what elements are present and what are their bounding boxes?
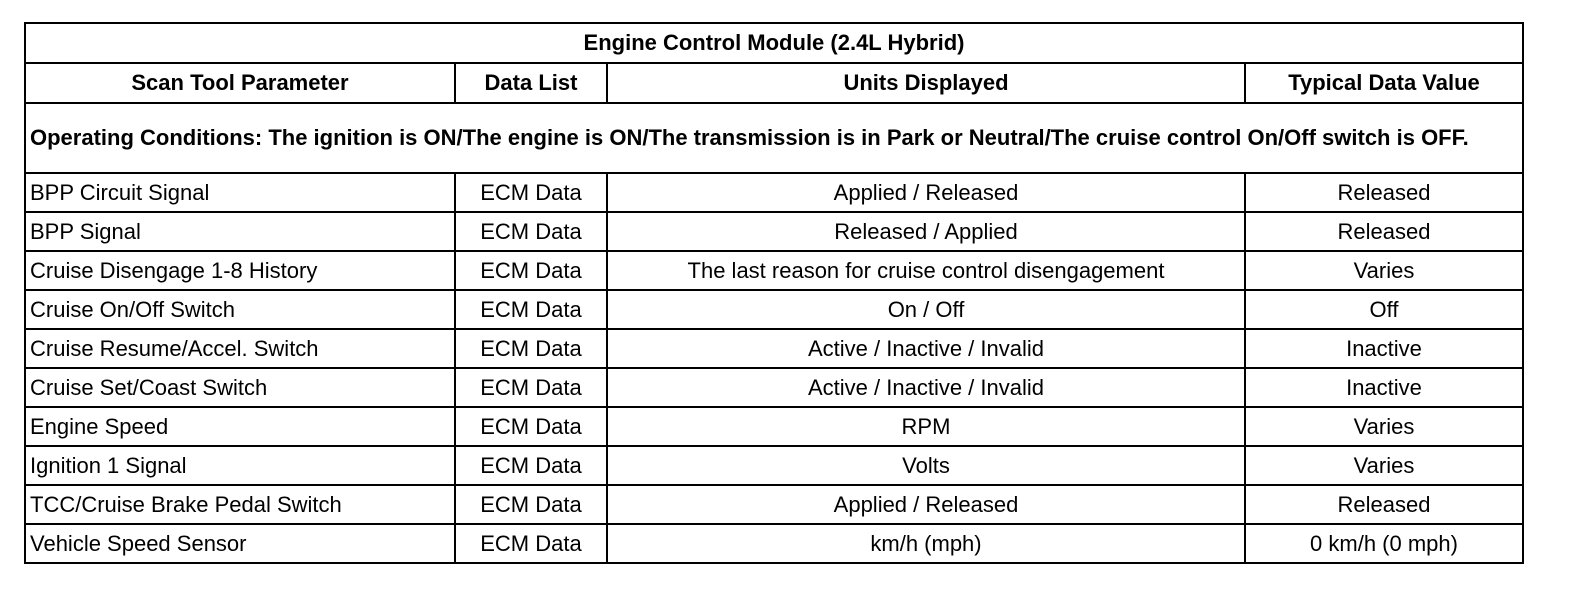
cell-typical-value: Varies [1245, 446, 1523, 485]
cell-parameter: Cruise On/Off Switch [25, 290, 455, 329]
table-title: Engine Control Module (2.4L Hybrid) [25, 23, 1523, 63]
cell-data-list: ECM Data [455, 251, 607, 290]
cell-units: The last reason for cruise control disengagement [607, 251, 1245, 290]
cell-parameter: BPP Circuit Signal [25, 173, 455, 212]
cell-parameter: Engine Speed [25, 407, 455, 446]
table-row [25, 290, 1523, 329]
cell-data-list: ECM Data [455, 407, 607, 446]
table-row [25, 524, 1523, 563]
table-row [25, 368, 1523, 407]
cell-typical-value: Inactive [1245, 329, 1523, 368]
cell-data-list: ECM Data [455, 290, 607, 329]
header-units-displayed: Units Displayed [607, 63, 1245, 103]
cell-data-list: ECM Data [455, 446, 607, 485]
cell-typical-value: Inactive [1245, 368, 1523, 407]
cell-units: Volts [607, 446, 1245, 485]
table-row [25, 212, 1523, 251]
cell-data-list: ECM Data [455, 485, 607, 524]
cell-units: Active / Inactive / Invalid [607, 368, 1245, 407]
table-row [25, 329, 1523, 368]
cell-units: Released / Applied [607, 212, 1245, 251]
table-row [25, 446, 1523, 485]
title-row [25, 23, 1523, 63]
table-row [25, 485, 1523, 524]
cell-typical-value: 0 km/h (0 mph) [1245, 524, 1523, 563]
cell-units: On / Off [607, 290, 1245, 329]
table-row [25, 251, 1523, 290]
cell-data-list: ECM Data [455, 212, 607, 251]
cell-typical-value: Released [1245, 212, 1523, 251]
operating-conditions: Operating Conditions: The ignition is ON/The engine is ON/The transmission is in Park or Neutral/The cruise control On/Off switch is OFF. [25, 103, 1523, 173]
cell-units: Applied / Released [607, 173, 1245, 212]
cell-typical-value: Released [1245, 173, 1523, 212]
cell-parameter: Ignition 1 Signal [25, 446, 455, 485]
cell-units: Applied / Released [607, 485, 1245, 524]
ecm-data-table [24, 22, 1524, 564]
cell-parameter: TCC/Cruise Brake Pedal Switch [25, 485, 455, 524]
cell-data-list: ECM Data [455, 173, 607, 212]
table-row [25, 173, 1523, 212]
header-data-list: Data List [455, 63, 607, 103]
cell-data-list: ECM Data [455, 329, 607, 368]
table-row [25, 407, 1523, 446]
header-scan-tool-parameter: Scan Tool Parameter [25, 63, 455, 103]
cell-parameter: BPP Signal [25, 212, 455, 251]
cell-parameter: Cruise Set/Coast Switch [25, 368, 455, 407]
header-typical-data-value: Typical Data Value [1245, 63, 1523, 103]
cell-typical-value: Off [1245, 290, 1523, 329]
cell-parameter: Vehicle Speed Sensor [25, 524, 455, 563]
cell-data-list: ECM Data [455, 524, 607, 563]
cell-typical-value: Released [1245, 485, 1523, 524]
cell-parameter: Cruise Resume/Accel. Switch [25, 329, 455, 368]
header-row [25, 63, 1523, 103]
cell-parameter: Cruise Disengage 1-8 History [25, 251, 455, 290]
cell-data-list: ECM Data [455, 368, 607, 407]
operating-conditions-row [25, 103, 1523, 173]
cell-typical-value: Varies [1245, 407, 1523, 446]
cell-units: km/h (mph) [607, 524, 1245, 563]
cell-units: Active / Inactive / Invalid [607, 329, 1245, 368]
table-body [25, 23, 1523, 563]
cell-units: RPM [607, 407, 1245, 446]
cell-typical-value: Varies [1245, 251, 1523, 290]
